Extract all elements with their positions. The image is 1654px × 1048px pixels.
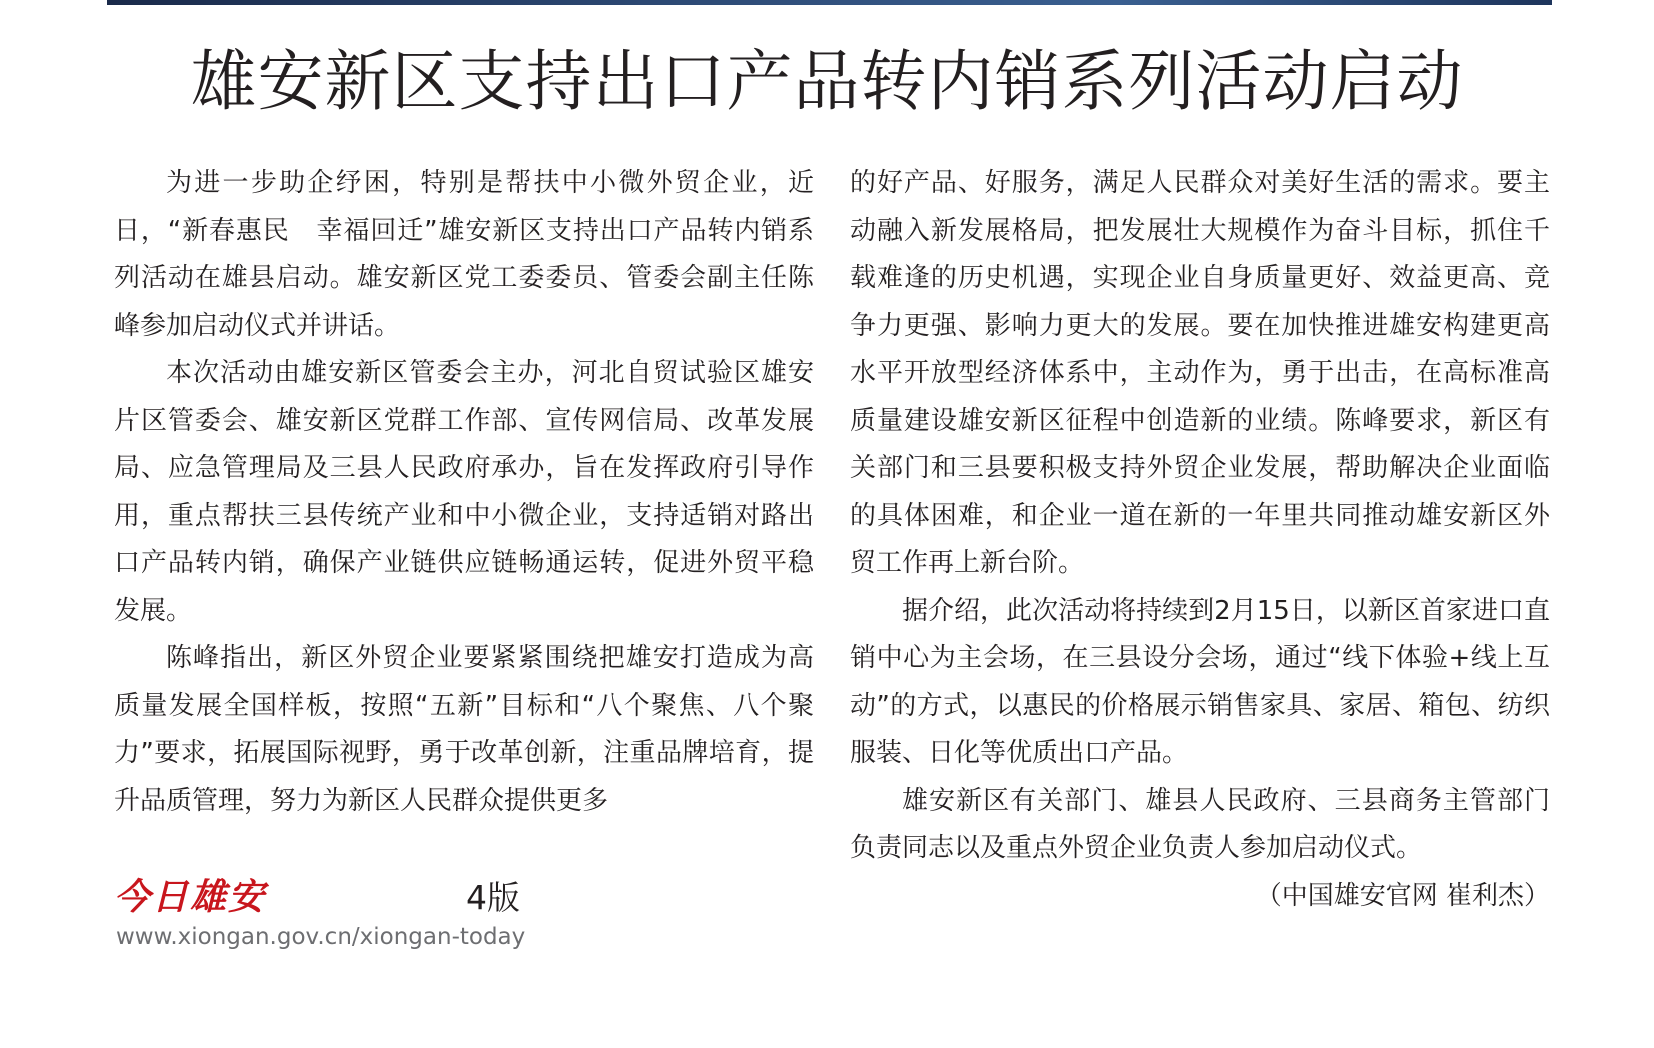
article-paragraph: 陈峰指出，新区外贸企业要紧紧围绕把雄安打造成为高质量发展全国样板，按照“五新”目标和“八个聚焦、八个聚力”要求，拓展国际视野，勇于改革创新，注重品牌培育，提升品质管理，努力为新区人民群众提供更多	[114, 643, 814, 816]
article-source-credit: （中国雄安官网 崔利杰）	[1255, 880, 1550, 911]
source-url[interactable]: www.xiongan.gov.cn/xiongan-today	[116, 924, 526, 950]
article-paragraph: 据介绍，此次活动将持续到2月15日，以新区首家进口直销中心为主会场，在三县设分会场，通过“线下体验+线上互动”的方式，以惠民的价格展示销售家具、家居、箱包、纺织服装、日化等优质出口产品。	[850, 595, 1550, 768]
article-column-left	[114, 160, 814, 825]
article-column-right	[850, 160, 1550, 920]
article-paragraph-continued: 的好产品、好服务，满足人民群众对美好生活的需求。要主动融入新发展格局，把发展壮大规模作为奋斗目标，抓住千载难逢的历史机遇，实现企业自身质量更好、效益更高、竞争力更强、影响力更大的发展。要在加快推进雄安构建更高水平开放型经济体系中，主动作为，勇于出击，在高标准高质量建设雄安新区征程中创造新的业绩。陈峰要求，新区有关部门和三县要积极支持外贸企业发展，帮助解决企业面临的具体困难，和企业一道在新的一年里共同推动雄安新区外贸工作再上新台阶。	[850, 168, 1550, 578]
newspaper-logo: 今日雄安	[114, 876, 267, 918]
edition-label: 4版	[466, 878, 520, 917]
article-paragraph: 雄安新区有关部门、雄县人民政府、三县商务主管部门负责同志以及重点外贸企业负责人参加启动仪式。	[850, 785, 1550, 863]
article-headline: 雄安新区支持出口产品转内销系列活动启动	[190, 43, 1464, 120]
article-paragraph: 本次活动由雄安新区管委会主办，河北自贸试验区雄安片区管委会、雄安新区党群工作部、宣传网信局、改革发展局、应急管理局及三县人民政府承办，旨在发挥政府引导作用，重点帮扶三县传统产业和中小微企业，支持适销对路出口产品转内销，确保产业链供应链畅通运转，促进外贸平稳发展。	[114, 358, 814, 626]
top-decorative-bar	[107, 0, 1552, 5]
article-paragraph: 为进一步助企纾困，特别是帮扶中小微外贸企业，近日，“新春惠民 幸福回迁”雄安新区支持出口产品转内销系列活动在雄县启动。雄安新区党工委委员、管委会副主任陈峰参加启动仪式并讲话。	[114, 168, 814, 341]
